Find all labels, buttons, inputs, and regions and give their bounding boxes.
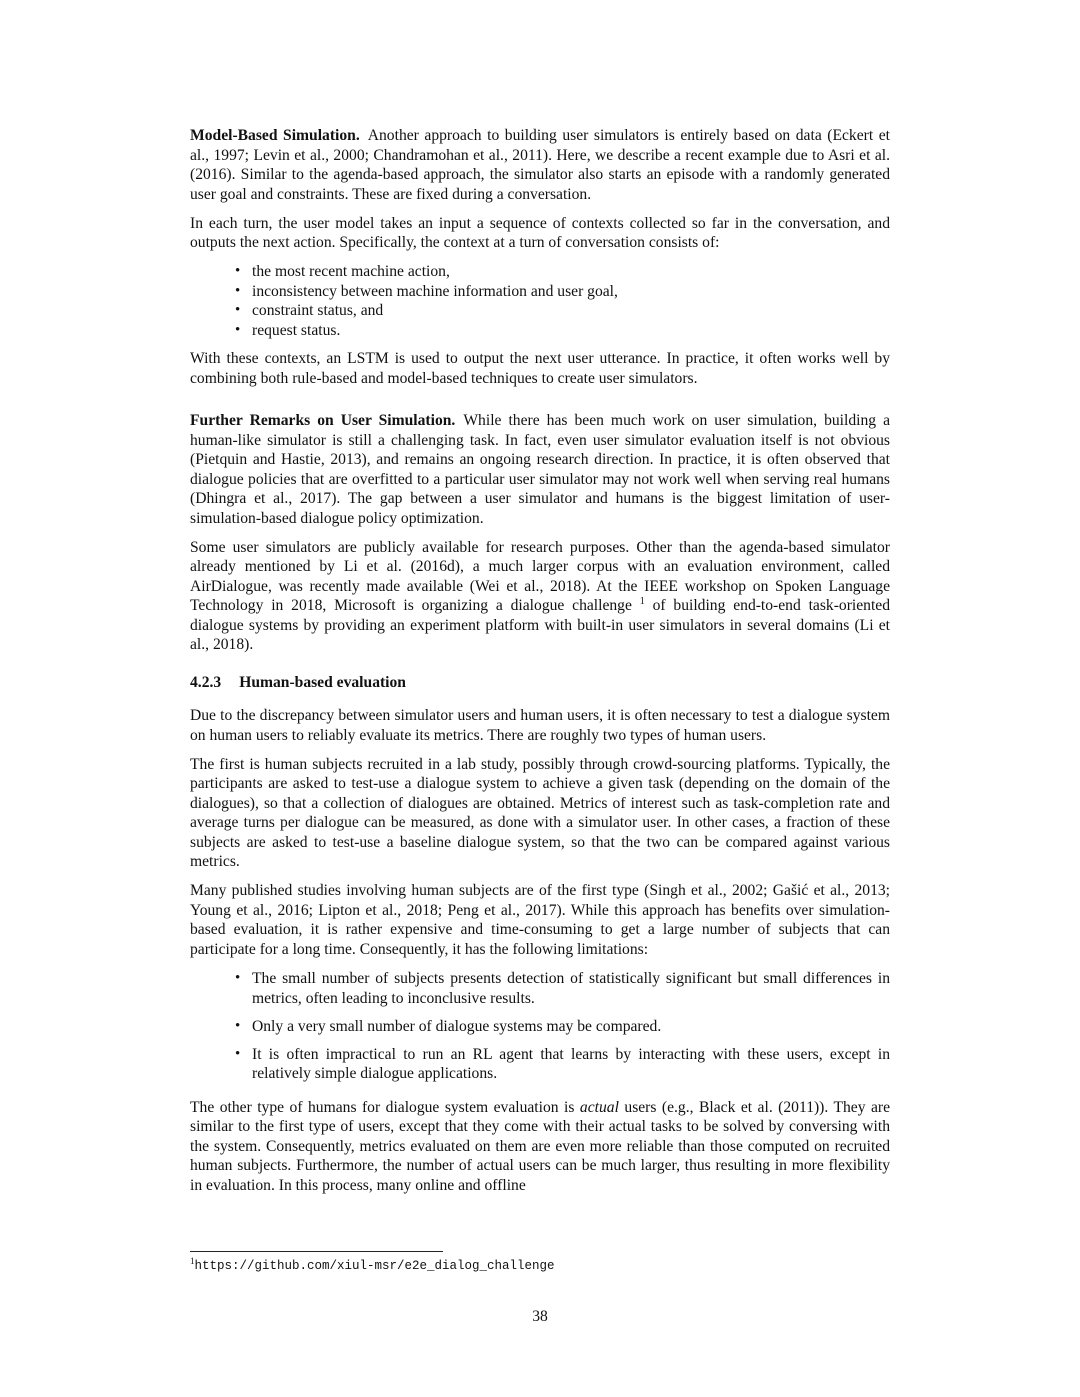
page-body bbox=[190, 126, 890, 1205]
model-based-heading: Model-Based Simulation. bbox=[190, 127, 360, 144]
further-remarks-paragraph-1 bbox=[190, 411, 890, 528]
footnote bbox=[190, 1256, 555, 1273]
section-heading-4-2-3 bbox=[190, 673, 890, 693]
footnote-mark: 1 bbox=[190, 1256, 195, 1266]
page-number: 38 bbox=[532, 1308, 548, 1325]
footnote-url-link[interactable]: https://github.com/xiul-msr/e2e_dialog_challenge bbox=[194, 1259, 555, 1274]
human-eval-paragraph-4 bbox=[190, 1098, 890, 1196]
model-based-text-1: Another approach to building user simulators is entirely based on data (Eckert et al., 1997; Levin et al., 2000; Chandramohan et al., 2011). Here, we describe a recent example due to Asri et al. (2016). Similar to the agenda-based approach, the simulator also starts an episode with a randomly generated user goal and constraints. These are fixed during a conversation. bbox=[190, 127, 890, 203]
limitations-list-item: • The small number of subjects presents detection of statistically significant but small differences in metrics, often leading to inconclusive results. bbox=[252, 969, 890, 1008]
human-eval-paragraph-2: The first is human subjects recruited in a lab study, possibly through crowd-sourcing platforms. Typically, the participants are asked to test-use a dialogue system to achieve a given task (depending on the domain of the dialogues), so that a collection of dialogues are obtained. Metrics of interest such as task-completion rate and average turns per dialogue can be measured, as done with a simulator user. In other cases, a fraction of these subjects are asked to test-use a baseline dialogue system, so that the two can be compared against various metrics. bbox=[190, 755, 890, 870]
context-list bbox=[190, 262, 890, 340]
context-list-item: • the most recent machine action, bbox=[252, 262, 890, 282]
model-based-paragraph-1 bbox=[190, 126, 890, 204]
human-eval-paragraph-3: Many published studies involving human subjects are of the first type (Singh et al., 2002; Gašić et al., 2013; Young et al., 2016; Lipton et al., 2018; Peng et al., 2017). While this approach has benefits over simulation-based evaluation, it is rather expensive and time-consuming to get a large number of subjects that can participate for a long time. Consequently, it has the following limitations: bbox=[190, 882, 890, 958]
section-number: 4.2.3 bbox=[190, 673, 222, 691]
further-remarks-paragraph-2 bbox=[190, 538, 890, 655]
limitations-list-item: • It is often impractical to run an RL agent that learns by interacting with these users, except in relatively simple dialogue applications. bbox=[252, 1045, 890, 1084]
section-title: Human-based evaluation bbox=[239, 673, 406, 691]
further-remarks-text-2b: of building end-to-end task-oriented dialogue systems by providing an experiment platform with built-in user simulators in several domains (Li et al., 2018). bbox=[190, 597, 890, 653]
footnote-reference[interactable]: 1 bbox=[639, 595, 645, 607]
further-remarks-heading: Further Remarks on User Simulation. bbox=[190, 412, 456, 429]
limitations-list bbox=[190, 969, 890, 1084]
emphasis-actual: actual bbox=[579, 1098, 619, 1116]
footnote-divider bbox=[190, 1251, 443, 1252]
human-eval-paragraph-1: Due to the discrepancy between simulator users and human users, it is often necessary to test a dialogue system on human users to reliably evaluate its metrics. There are roughly two types of human users. bbox=[190, 707, 890, 744]
limitations-list-item: • Only a very small number of dialogue systems may be compared. bbox=[252, 1017, 890, 1037]
context-list-item: • constraint status, and bbox=[252, 301, 890, 321]
model-based-paragraph-2: In each turn, the user model takes an input a sequence of contexts collected so far in the conversation, and outputs the next action. Specifically, the context at a turn of conversation consists of: bbox=[190, 214, 890, 251]
human-eval-text-4a: The other type of humans for dialogue system evaluation is bbox=[190, 1098, 575, 1116]
context-list-item: • request status. bbox=[252, 321, 890, 341]
model-based-paragraph-3: With these contexts, an LSTM is used to output the next user utterance. In practice, it often works well by combining both rule-based and model-based techniques to create user simulators. bbox=[190, 350, 890, 387]
further-remarks-text-1: While there has been much work on user simulation, building a human-like simulator is still a challenging task. In fact, even user simulator evaluation itself is not obvious (Pietquin and Hastie, 2013), and remains an ongoing research direction. In practice, it is often observed that dialogue policies that are overfitted to a particular user simulator may not work well when serving real humans (Dhingra et al., 2017). The gap between a user simulator and humans is the biggest limitation of user-simulation-based dialogue policy optimization. bbox=[190, 412, 890, 527]
human-eval-text-4b: users (e.g., Black et al. (2011)). They are similar to the first type of users, except that they come with their actual tasks to be solved by conversing with the system. Consequently, metrics evaluated on them are even more reliable than those computed on recruited human subjects. Furthermore, the number of actual users can be much larger, thus resulting in more flexibility in evaluation. In this process, many online and offline bbox=[190, 1098, 891, 1194]
context-list-item: • inconsistency between machine information and user goal, bbox=[252, 282, 890, 302]
further-remarks-text-2a: Some user simulators are publicly available for research purposes. Other than the agenda-based simulator already mentioned by Li et al. (2016d), a much larger corpus with an evaluation environment, called AirDialogue, was recently made available (Wei et al., 2018). At the IEEE workshop on Spoken Language Technology in 2018, Microsoft is organizing a dialogue challenge bbox=[190, 538, 890, 614]
